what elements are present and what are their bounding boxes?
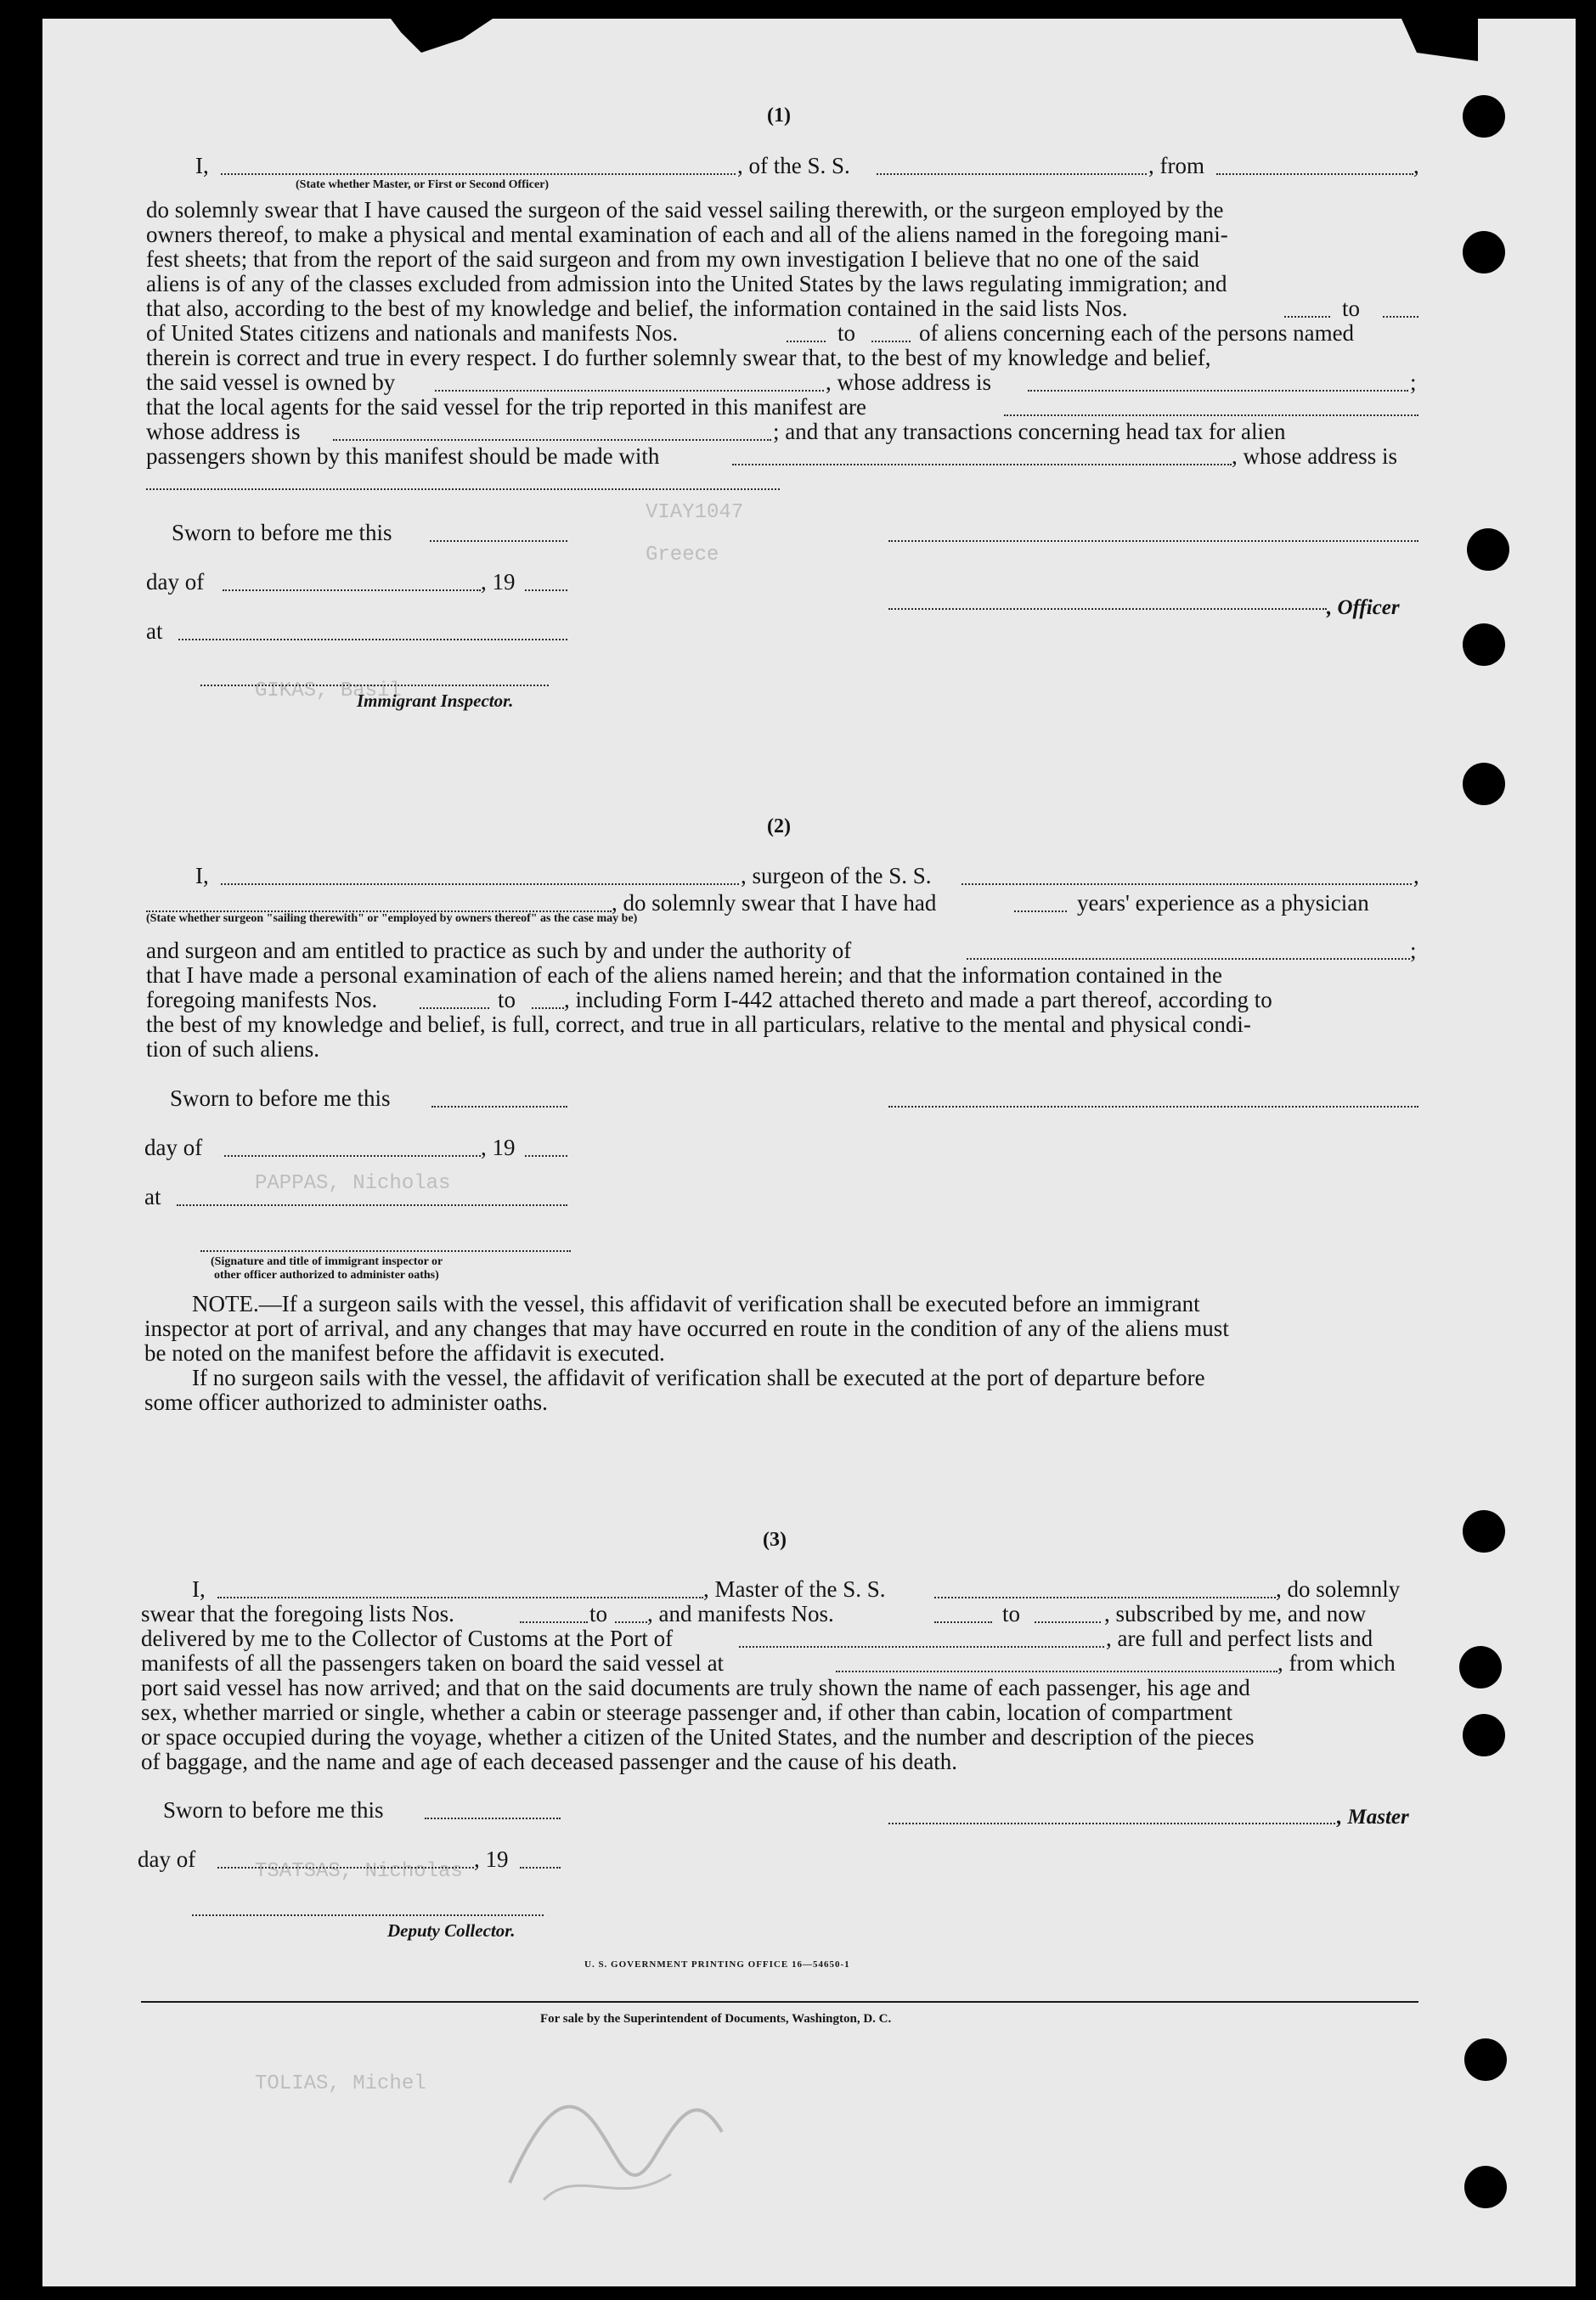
head-tax-address-field[interactable]: [146, 488, 780, 490]
bleed-through-mark: TOLIAS, Michel: [255, 2072, 426, 2095]
bleed-through-mark: PAPPAS, Nicholas: [255, 1172, 451, 1195]
to-label: to: [1002, 1601, 1021, 1626]
owned-by-label: the said vessel is owned by: [146, 369, 396, 395]
departure-port-field[interactable]: [836, 1671, 1277, 1672]
sworn-day-field[interactable]: [431, 1106, 567, 1108]
signature-caption: other officer authorized to administer oaths): [214, 1269, 439, 1282]
agents-field[interactable]: [1004, 414, 1418, 416]
affidavit-line: of baggage, and the name and age of each deceased passenger and the cause of his death.: [141, 1749, 958, 1774]
sworn-day-field[interactable]: [430, 540, 567, 542]
sworn-label: Sworn to before me this: [172, 520, 392, 545]
to-label: to: [589, 1601, 608, 1626]
note-line: NOTE.—If a surgeon sails with the vessel, this affidavit of verification shall be executed before an immigrant: [192, 1291, 1200, 1316]
bleed-through-mark: GIKAS, Basil: [255, 679, 402, 702]
officer-signature-field[interactable]: [888, 540, 1418, 542]
year-field[interactable]: [525, 589, 567, 591]
bleed-through-mark: TSATSAS, Nicholas: [255, 1860, 463, 1883]
month-field[interactable]: [223, 589, 481, 591]
officer-title-field[interactable]: [888, 608, 1327, 610]
master-signature-field[interactable]: [888, 1823, 1335, 1824]
ship-name-field[interactable]: [962, 883, 1412, 885]
affidavit-line: aliens is of any of the classes excluded from admission into the United States by the laws regulating immigration; and: [146, 271, 1227, 296]
sale-notice: For sale by the Superintendent of Documents, Washington, D. C.: [540, 2012, 892, 2026]
head-tax-party-field[interactable]: [732, 464, 1232, 465]
subscribed-text: , subscribed by me, and now: [1104, 1601, 1367, 1626]
lists-nos-label: that also, according to the best of my knowledge and belief, the information contained in the said lists Nos.: [146, 296, 1128, 321]
i-label: I,: [192, 1576, 206, 1602]
binder-hole: [1463, 1510, 1505, 1553]
swear-text: , do solemnly swear that I have had: [612, 890, 937, 916]
surgeon-label: , surgeon of the S. S.: [741, 863, 932, 888]
owner-field[interactable]: [435, 390, 824, 392]
manifests-to-field[interactable]: [1035, 1621, 1101, 1623]
binder-hole: [1463, 95, 1505, 138]
surgeon-name-field[interactable]: [221, 883, 739, 885]
from-which-text: , from which: [1277, 1650, 1396, 1676]
affidavit-line: the best of my knowledge and belief, is full, correct, and true in all particulars, relative to the mental and physical condi-: [146, 1012, 1251, 1037]
sworn-label: Sworn to before me this: [163, 1797, 384, 1823]
ship-label: , of the S. S.: [737, 153, 850, 178]
day-of-label: day of: [146, 569, 205, 595]
month-field[interactable]: [224, 1155, 481, 1157]
agents-label: that the local agents for the said vessel for the trip reported in this manifest are: [146, 394, 866, 420]
agents-address-label: whose address is: [146, 419, 301, 444]
officer-name-field[interactable]: [221, 173, 736, 175]
ship-name-field[interactable]: [934, 1597, 1276, 1598]
manifests-nos-label: of United States citizens and nationals and manifests Nos.: [146, 320, 679, 346]
comma: ,: [1413, 863, 1419, 888]
years-label: years' experience as a physician: [1077, 890, 1369, 916]
authority-field[interactable]: [967, 958, 1410, 960]
affidavit-line: or space occupied during the voyage, whether a citizen of the United States, and the number and description of the pieces: [141, 1724, 1255, 1750]
from-label: , from: [1148, 153, 1204, 178]
signature-caption: (Signature and title of immigrant inspector or: [211, 1255, 443, 1268]
inspector-signature-field[interactable]: [200, 685, 549, 686]
note-line: If no surgeon sails with the vessel, the affidavit of verification shall be executed at the port of departure before: [192, 1365, 1205, 1390]
manifests-all-label: manifests of all the passengers taken on board the said vessel at: [141, 1650, 725, 1676]
officer-label: , Officer: [1327, 596, 1400, 619]
lists-to-field[interactable]: [1383, 316, 1418, 318]
gpo-imprint: U. S. GOVERNMENT PRINTING OFFICE 16—54650-1: [584, 1959, 850, 1970]
section-number: (3): [763, 1529, 787, 1551]
place-field[interactable]: [178, 639, 567, 640]
semicolon: ;: [1410, 938, 1417, 963]
binder-hole: [1463, 763, 1505, 805]
officer-caption: (State whether Master, or First or Second Officer): [296, 178, 550, 191]
lists-from-field[interactable]: [520, 1621, 588, 1623]
to-label: to: [498, 987, 516, 1012]
authority-label: and surgeon and am entitled to practice as such by and under the authority of: [146, 938, 852, 963]
manifests-to-field[interactable]: [871, 341, 911, 342]
binder-hole: [1463, 1714, 1505, 1756]
delivered-label: delivered by me to the Collector of Customs at the Port of: [141, 1626, 674, 1651]
i-label: I,: [195, 153, 209, 178]
note-line: be noted on the manifest before the affidavit is executed.: [144, 1340, 665, 1366]
affidavit-line: tion of such aliens.: [146, 1036, 319, 1062]
binder-hole: [1459, 1646, 1502, 1688]
day-of-label: day of: [144, 1135, 203, 1160]
passengers-label: passengers shown by this manifest should be made with: [146, 443, 660, 469]
lists-nos-label: swear that the foregoing lists Nos.: [141, 1601, 454, 1626]
at-label: at: [146, 618, 163, 644]
affidavit-line: port said vessel has now arrived; and that on the said documents are truly shown the name of each passenger, his age and: [141, 1675, 1250, 1700]
to-label: to: [837, 320, 856, 346]
sworn-label: Sworn to before me this: [170, 1085, 391, 1111]
affidavit-line: that I have made a personal examination of each of the aliens named herein; and that the information contained in the: [146, 962, 1223, 988]
deputy-caption: Deputy Collector.: [387, 1920, 516, 1941]
section-number: (2): [767, 815, 791, 837]
manifests-from-field[interactable]: [787, 341, 826, 342]
to-label: to: [1342, 296, 1361, 321]
bleed-through-mark: Greece: [646, 544, 719, 567]
years-field[interactable]: [1014, 910, 1067, 912]
note-line: inspector at port of arrival, and any changes that may have occurred en route in the condition of any of the aliens must: [144, 1316, 1229, 1341]
affidavit-line: sex, whether married or single, whether a cabin or steerage passenger and, if other than cabin, location of compartment: [141, 1700, 1233, 1725]
manifests-from-field[interactable]: [934, 1621, 992, 1623]
manifests-suffix: of aliens concerning each of the persons named: [919, 320, 1355, 346]
binder-hole: [1463, 623, 1505, 666]
whose-address-label: , whose address is: [1232, 443, 1397, 469]
ship-name-field[interactable]: [877, 173, 1147, 175]
sworn-day-field[interactable]: [425, 1818, 561, 1819]
lists-from-field[interactable]: [1284, 316, 1330, 318]
master-signature-label: , Master: [1337, 1806, 1409, 1829]
surgeon-signature-field[interactable]: [888, 1106, 1418, 1108]
section-number: (1): [767, 104, 791, 127]
bleed-through-mark: VIAY1047: [646, 501, 744, 524]
day-of-label: day of: [138, 1846, 196, 1872]
month-field[interactable]: [217, 1867, 474, 1869]
from-port-field[interactable]: [1216, 173, 1413, 175]
surgeon-caption: (State whether surgeon "sailing therewith" or "employed by owners thereof" as the case may be): [146, 912, 638, 925]
semicolon: ;: [1410, 369, 1417, 395]
binder-hole: [1464, 2166, 1507, 2208]
whose-address-label: , whose address is: [826, 369, 991, 395]
affidavit-line: owners thereof, to make a physical and mental examination of each and all of the aliens named in the foregoing mani-: [146, 222, 1228, 247]
inspector-caption: Immigrant Inspector.: [357, 691, 514, 711]
owner-address-field[interactable]: [1028, 390, 1408, 392]
binder-hole: [1463, 231, 1505, 273]
manifests-label: , and manifests Nos.: [647, 1601, 834, 1626]
agents-address-field[interactable]: [333, 439, 771, 441]
year-label: , 19: [474, 1846, 509, 1872]
handwritten-signature-mark: [493, 2055, 747, 2217]
master-label: , Master of the S. S.: [703, 1576, 886, 1602]
affidavit-line: therein is correct and true in every respect. I do further solemnly swear that, to the best of my knowledge and belief,: [146, 345, 1211, 370]
form-text: , including Form I-442 attached thereto and made a part thereof, according to: [564, 987, 1272, 1012]
at-label: at: [144, 1184, 161, 1209]
master-name-field[interactable]: [217, 1597, 703, 1598]
manifests-to-field[interactable]: [532, 1007, 564, 1009]
binder-hole: [1467, 528, 1509, 571]
affidavit-line: fest sheets; that from the report of the said surgeon and from my own investigation I believe that no one of the said: [146, 246, 1199, 272]
solemnly-text: , do solemnly: [1276, 1576, 1401, 1602]
note-line: some officer authorized to administer oaths.: [144, 1390, 548, 1415]
i-label: I,: [195, 863, 209, 888]
head-tax-text: ; and that any transactions concerning head tax for alien: [773, 419, 1286, 444]
year-field[interactable]: [525, 1155, 567, 1157]
affidavit-line: do solemnly swear that I have caused the surgeon of the said vessel sailing therewith, or the surgeon employed by the: [146, 197, 1224, 223]
year-label: , 19: [481, 1135, 516, 1160]
comma: ,: [1413, 153, 1419, 178]
year-label: , 19: [481, 569, 516, 595]
year-field[interactable]: [520, 1867, 561, 1869]
full-perfect-text: , are full and perfect lists and: [1106, 1626, 1373, 1651]
deputy-signature-field[interactable]: [192, 1914, 544, 1916]
lists-to-field[interactable]: [615, 1621, 647, 1623]
manifests-from-field[interactable]: [420, 1007, 489, 1009]
inspector-signature-field[interactable]: [200, 1250, 571, 1252]
binder-hole: [1464, 2038, 1507, 2081]
place-field[interactable]: [177, 1204, 567, 1206]
manifests-nos-label: foregoing manifests Nos.: [146, 987, 378, 1012]
footer-rule: [141, 2001, 1418, 2003]
port-field[interactable]: [739, 1646, 1104, 1648]
